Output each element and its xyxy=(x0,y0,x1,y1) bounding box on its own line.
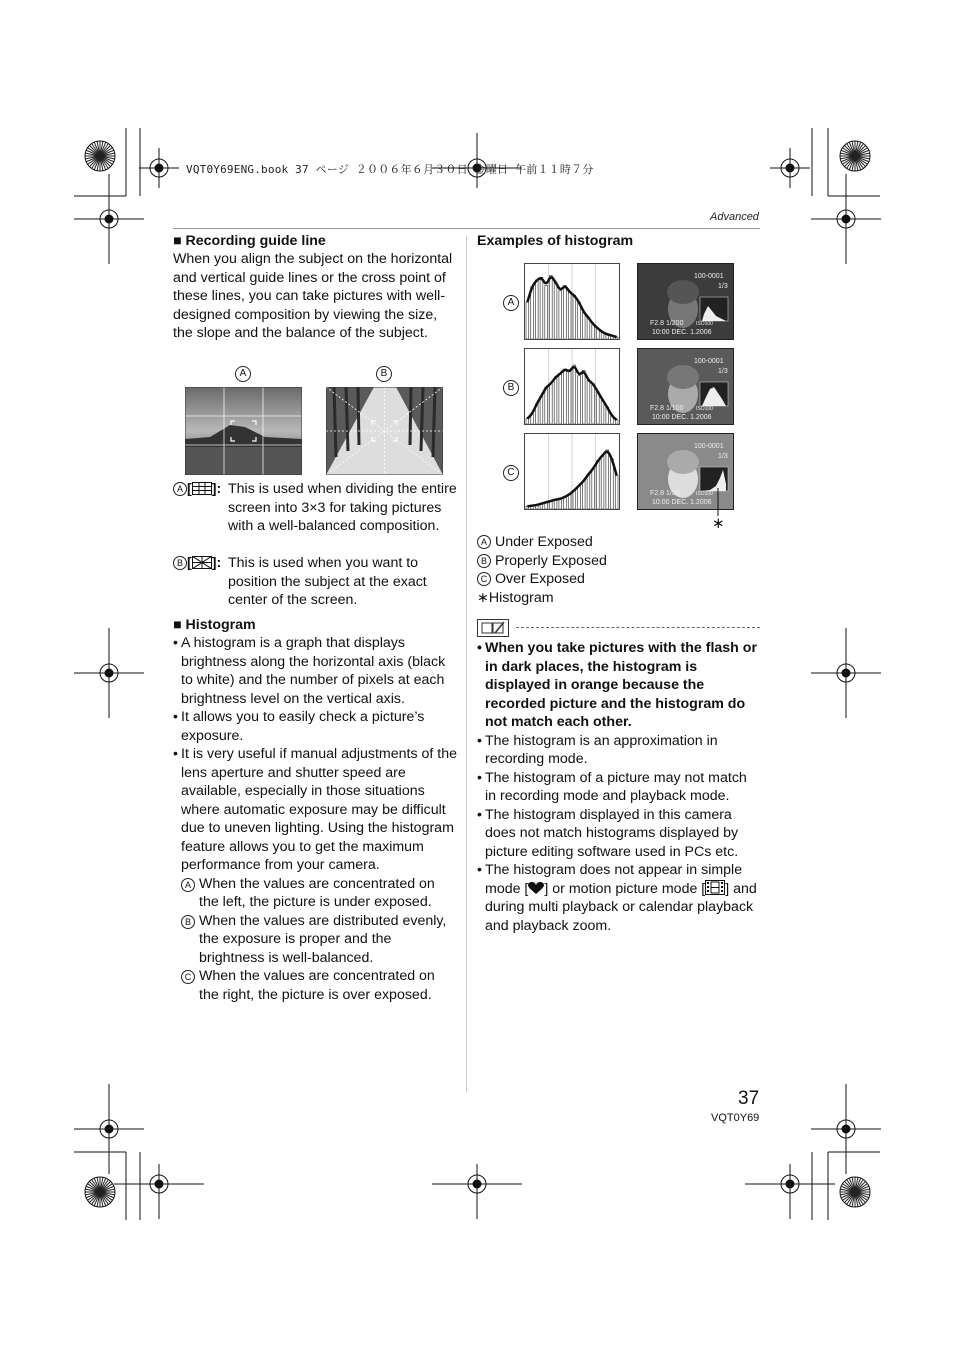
legend-proper: B Properly Exposed xyxy=(477,552,757,571)
guide-item-b: B [ ]: This is used when you want to position the subject at the exact center of the screen. xyxy=(173,554,463,610)
guide-item-a: A [ ]: This is used when dividing the entire screen into 3×3 for taking pictures with a well-balanced composition. xyxy=(173,480,463,536)
bullet: • A histogram is a graph that displays brightness along the horizontal axis (black to white) and the number of pixels at each brightness level on the vertical axis. xyxy=(173,634,458,708)
histogram-pointer-line xyxy=(715,488,721,516)
note-divider xyxy=(516,627,760,628)
histogram-under-exposed xyxy=(524,263,620,340)
registration-sunburst xyxy=(840,1177,870,1207)
file-info-line: VQT0Y69ENG.book 37 ページ ２００６年６月３０日 金曜日 午前１１時７分 xyxy=(186,163,594,176)
registration-sunburst xyxy=(85,1177,115,1207)
row-mark-b: B xyxy=(503,378,519,396)
histogram-over-exposed xyxy=(524,433,620,510)
sub-item-b: B When the values are distributed evenly, the exposure is proper and the brightness is well-balanced. xyxy=(181,912,458,968)
note-item: • The histogram displayed in this camera does not match histograms displayed by picture editing software used in PCs etc. xyxy=(477,806,760,862)
sub-item-c: C When the values are concentrated on the right, the picture is over exposed. xyxy=(181,967,458,1004)
diagonal-grid-icon xyxy=(192,556,212,569)
note-icon xyxy=(477,619,509,637)
examples-heading: Examples of histogram xyxy=(477,233,634,249)
page-number: 37 xyxy=(738,1088,760,1109)
header-rule xyxy=(173,228,760,229)
sub-item-a: A When the values are concentrated on the left, the picture is under exposed. xyxy=(181,875,458,912)
recording-guide-section xyxy=(173,233,458,343)
model-code: VQT0Y69 xyxy=(711,1112,760,1124)
camera-screen-over: 100-0001 1/3 F2.8 1/50 ISO100 10:00 DEC. 1.2006 xyxy=(637,433,734,510)
heart-icon xyxy=(528,882,544,895)
note-item-last: • The histogram does not appear in simple mode [ ] or motion picture mode [ ] and during multi playback or calendar playback and playback zoom. xyxy=(477,861,760,935)
histogram-bullets xyxy=(173,634,458,875)
histogram-sub-items xyxy=(181,875,458,1005)
guide-diagonal-photo xyxy=(326,387,443,475)
guide-label-a: A xyxy=(235,364,251,382)
guide-grid-photo xyxy=(185,387,302,475)
asterisk-mark: ∗ xyxy=(712,515,725,532)
row-mark-c: C xyxy=(503,463,519,481)
camera-screen-under: 100-0001 1/3 F2.8 1/200 ISO100 10:00 DEC. 1.2006 xyxy=(637,263,734,340)
note-bold: • When you take pictures with the flash or in dark places, the histogram is displayed in orange because the recorded picture and the histogram do not match each other. xyxy=(477,639,760,732)
bullet: • It allows you to easily check a picture’s exposure. xyxy=(173,708,458,745)
film-icon xyxy=(705,880,725,895)
exposure-legend xyxy=(477,533,757,607)
bullet: • It is very useful if manual adjustments of the lens aperture and shutter speed are available, especially in those situations where automatic exposure may be difficult due to uneven lighting. Using the histogram feature allows you to get the maximum performance from your camera. xyxy=(173,745,458,875)
registration-sunburst xyxy=(840,141,870,171)
guide-heading: ■ Recording guide line xyxy=(173,233,326,249)
histogram-properly-exposed xyxy=(524,348,620,425)
section-label: Advanced xyxy=(710,211,759,223)
legend-over: C Over Exposed xyxy=(477,570,757,589)
registration-sunburst xyxy=(85,141,115,171)
histogram-section xyxy=(173,617,458,1004)
legend-under: A Under Exposed xyxy=(477,533,757,552)
guide-label-b: B xyxy=(376,364,392,382)
row-mark-a: A xyxy=(503,293,519,311)
column-separator xyxy=(466,236,467,1092)
legend-histogram: ∗Histogram xyxy=(477,589,554,606)
histogram-heading: ■ Histogram xyxy=(173,617,256,633)
camera-screen-proper: 100-0001 1/3 F2.8 1/100 ISO100 10:00 DEC. 1.2006 xyxy=(637,348,734,425)
guide-text: When you align the subject on the horizontal and vertical guide lines or the cross point of these lines, you can take pictures with well-designed composition by viewing the size, the slope and the balance of the subject. xyxy=(173,251,453,341)
note-item: • The histogram is an approximation in recording mode. xyxy=(477,732,760,769)
grid-icon xyxy=(192,482,212,495)
notes-section xyxy=(477,639,760,935)
note-item: • The histogram of a picture may not match in recording mode and playback mode. xyxy=(477,769,760,806)
